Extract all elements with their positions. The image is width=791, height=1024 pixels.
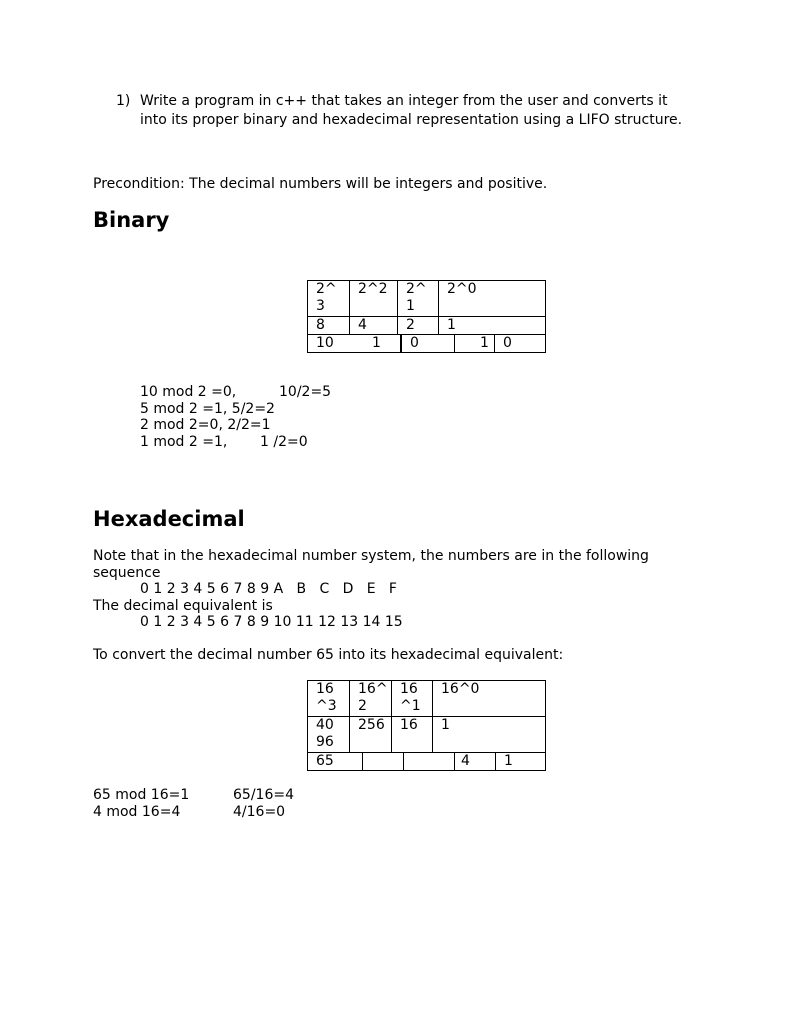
hex-note-line-1: Note that in the hexadecimal number system, the numbers are in the following (93, 548, 649, 564)
binary-place-value: 2 (398, 317, 439, 335)
binary-digit: 1 (455, 335, 495, 352)
hex-heading: Hexadecimal (93, 507, 245, 531)
hex-place-value: 256 (350, 717, 392, 753)
binary-place-value: 1 (439, 317, 546, 335)
binary-step-4b: 1 /2=0 (260, 434, 308, 450)
hex-equivalent: 0 1 2 3 4 5 6 7 8 9 10 11 12 13 14 15 (140, 614, 403, 630)
binary-power-cell: 2^ 1 (398, 281, 439, 317)
precondition: Precondition: The decimal numbers will be integers and positive. (93, 176, 548, 192)
hex-equivalent-label: The decimal equivalent is (93, 598, 273, 614)
hex-place-value: 1 (433, 717, 546, 753)
hex-power-cell: 16^ 2 (350, 681, 392, 717)
hex-place-value: 40 96 (308, 717, 350, 753)
hex-digit: 65 (308, 753, 363, 770)
hex-digit: 4 (455, 753, 496, 770)
hex-convert-text: To convert the decimal number 65 into its hexadecimal equivalent: (93, 647, 564, 663)
binary-digits-row (308, 335, 546, 353)
hex-note-line-2: sequence (93, 565, 161, 581)
hex-sequence: 0 1 2 3 4 5 6 7 8 9 A B C D E F (140, 581, 397, 597)
binary-digit: 0 (503, 335, 512, 351)
binary-step-4a: 1 mod 2 =1, (140, 434, 228, 450)
hex-power-cell: 16^0 (433, 681, 546, 717)
hex-step-1b: 65/16=4 (233, 787, 294, 803)
hex-step-1a: 65 mod 16=1 (93, 787, 190, 803)
binary-digit: 0 (402, 335, 455, 352)
binary-place-value: 8 (308, 317, 350, 335)
binary-step-1a: 10 mod 2 =0, (140, 384, 237, 400)
hex-place-value: 16 (392, 717, 433, 753)
hex-digit: 1 (504, 753, 513, 769)
binary-step-3a: 2 mod 2=0, 2/2=1 (140, 417, 271, 433)
question-line-2: into its proper binary and hexadecimal representation using a LIFO structure. (140, 112, 683, 128)
hex-power-cell: 16 ^3 (308, 681, 350, 717)
binary-place-value: 4 (350, 317, 398, 335)
hex-digits-row (308, 753, 546, 771)
hex-table (307, 680, 546, 771)
binary-digit: 10 (308, 335, 401, 352)
binary-power-cell: 2^2 (350, 281, 398, 317)
binary-heading: Binary (93, 208, 170, 232)
binary-table (307, 280, 546, 353)
hex-power-cell: 16 ^1 (392, 681, 433, 717)
binary-power-cell: 2^0 (439, 281, 546, 317)
hex-step-2b: 4/16=0 (233, 804, 286, 820)
hex-digit (363, 753, 404, 770)
question-line-1: Write a program in c++ that takes an integer from the user and converts it (140, 93, 668, 109)
binary-digit: 1 (372, 335, 402, 352)
binary-step-1b: 10/2=5 (279, 384, 332, 400)
hex-step-2a: 4 mod 16=4 (93, 804, 181, 820)
binary-step-2a: 5 mod 2 =1, 5/2=2 (140, 401, 275, 417)
question-number: 1) (116, 93, 131, 109)
hex-digit (404, 753, 455, 770)
binary-power-cell: 2^ 3 (308, 281, 350, 317)
